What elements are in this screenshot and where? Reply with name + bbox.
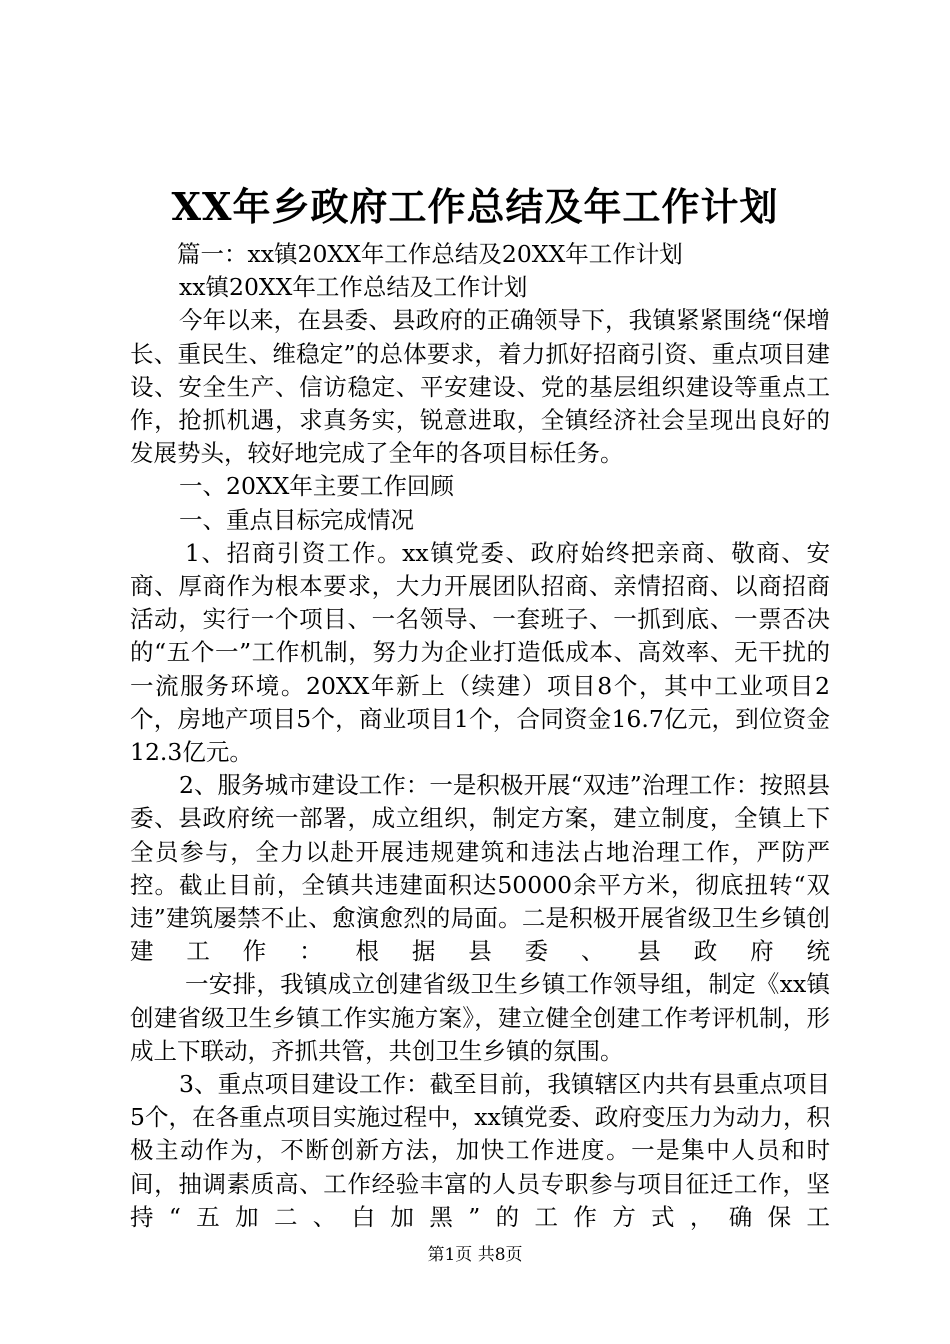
paragraph-key-projects: 3、重点项目建设工作：截至目前，我镇辖区内共有县重点项目5个，在各重点项目实施过程中，xx镇党委、政府变压力为动力，积极主动作为，不断创新方法，加快工作进度。一是集中人员和时间，抽调素质高、工作经验丰富的人员专职参与项目征迁工作，坚持“五加二、白加黑”的工作方式，确保工	[130, 1070, 830, 1231]
document-title: XX年乡政府工作总结及年工作计划	[171, 184, 779, 229]
paragraph-subtitle: xx镇20XX年工作总结及工作计划	[179, 273, 528, 302]
page-footer: 第1页 共8页	[427, 1245, 523, 1265]
document-body	[130, 238, 830, 1234]
paragraph-urban-construction: 2、服务城市建设工作：一是积极开展“双违”治理工作：按照县委、县政府统一部署，成立组织，制定方案，建立制度，全镇上下全员参与，全力以赴开展违规建筑和违法占地治理工作，严防严控。截止目前，全镇共违建面积达50000余平方米，彻底扭转“双违”建筑屡禁不止、愈演愈烈的局面。二是积极开展省级卫生乡镇创建工作：根据县委、县政府统	[130, 771, 830, 966]
paragraph-subsection-heading: 一、重点目标完成情况	[179, 505, 414, 534]
paragraph-investment: 1、招商引资工作。xx镇党委、政府始终把亲商、敬商、安商、厚商作为根本要求，大力开展团队招商、亲情招商、以商招商活动，实行一个项目、一名领导、一套班子、一抓到底、一票否决的“五个一”工作机制，努力为企业打造低成本、高效率、无干扰的一流服务环境。20XX年新上（续建）项目8个，其中工业项目2个，房地产项目5个，商业项目1个，合同资金16.7亿元，到位资金12.3亿元。	[130, 538, 830, 767]
paragraph-article-heading: 篇一：xx镇20XX年工作总结及20XX年工作计划	[177, 240, 683, 268]
paragraph-intro: 今年以来，在县委、县政府的正确领导下，我镇紧紧围绕“保增长、重民生、维稳定”的总体要求，着力抓好招商引资、重点项目建设、安全生产、信访稳定、平安建设、党的基层组织建设等重点工作，抢抓机遇，求真务实，锐意进取，全镇经济社会呈现出良好的发展势头，较好地完成了全年的各项目标任务。	[130, 306, 830, 468]
paragraph-section-heading: 一、20XX年主要工作回顾	[179, 472, 454, 501]
paragraph-sanitation-arrangement: 一安排，我镇成立创建省级卫生乡镇工作领导组，制定《xx镇创建省级卫生乡镇工作实施方案》，建立健全创建工作考评机制，形成上下联动，齐抓共管，共创卫生乡镇的氛围。	[130, 970, 830, 1065]
